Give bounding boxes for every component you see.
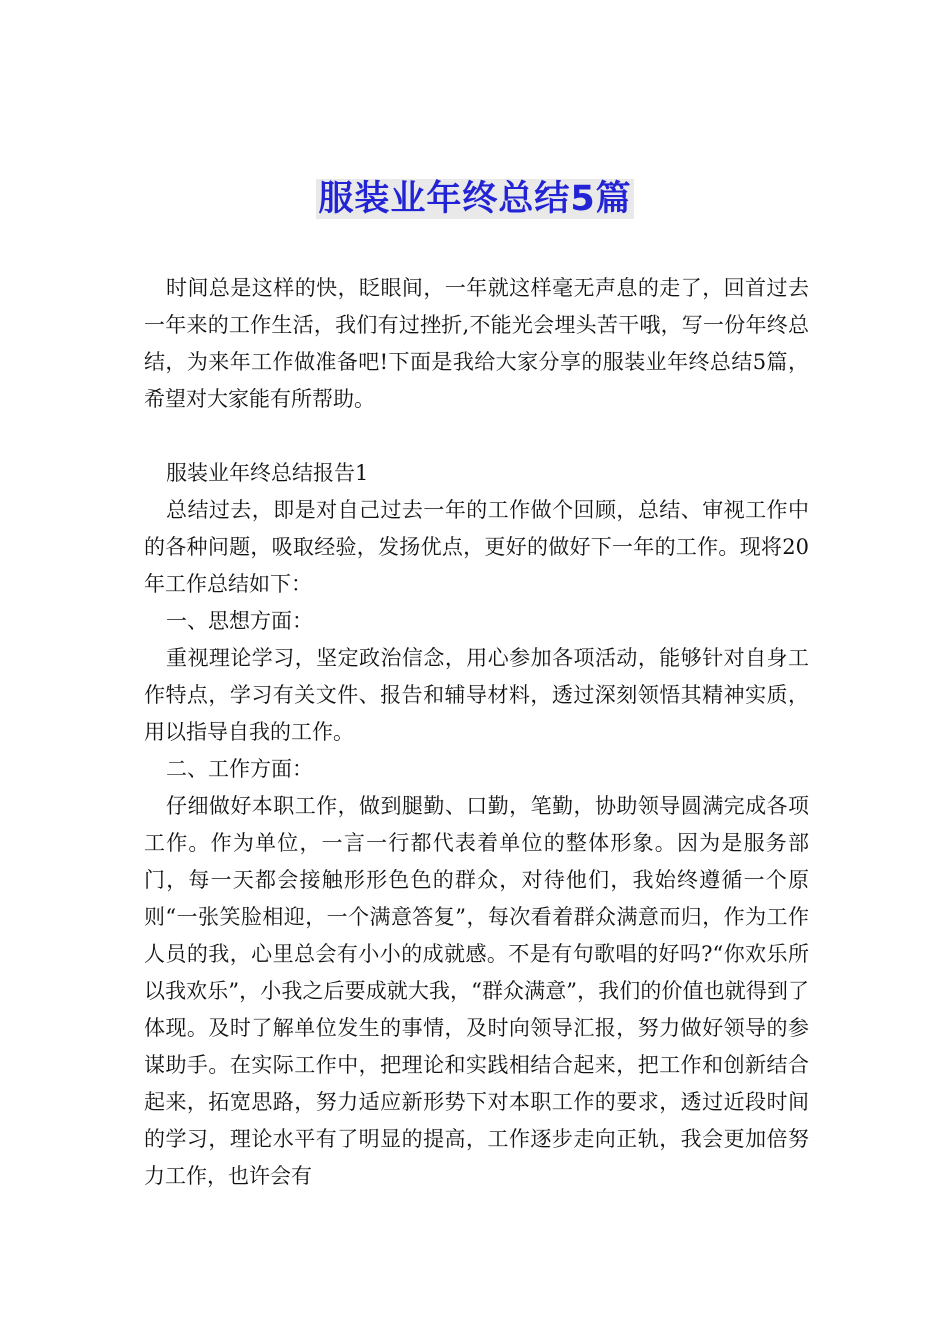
body-paragraph: 重视理论学习，坚定政治信念，用心参加各项活动，能够针对自身工作特点，学习有关文件、报告和辅导材料，透过深刻领悟其精神实质，用以指导自我的工作。 xyxy=(144,646,809,744)
document-title xyxy=(0,174,950,224)
document-title-text: 服装业年终总结5篇 xyxy=(318,179,632,219)
body-paragraph: 总结过去，即是对自己过去一年的工作做个回顾，总结、审视工作中的各种问题，吸取经验，发扬优点，更好的做好下一年的工作。现将20年工作总结如下： xyxy=(144,498,809,596)
section-heading-work: 二、工作方面： xyxy=(166,757,313,781)
body-paragraph: 仔细做好本职工作，做到腿勤、口勤，笔勤，协助领导圆满完成各项工作。作为单位，一言一行都代表着单位的整体形象。因为是服务部门，每一天都会接触形形色色的群众，对待他们，我始终遵循一个原则“一张笑脸相迎，一个满意答复”，每次看着群众满意而归，作为工作人员的我，心里总会有小小的成就感。不是有句歌唱的好吗?“你欢乐所以我欢乐”，小我之后要成就大我，“群众满意”，我们的价值也就得到了体现。及时了解单位发生的事情，及时向领导汇报，努力做好领导的参谋助手。在实际工作中，把理论和实践相结合起来，把工作和创新结合起来，拓宽思路，努力适应新形势下对本职工作的要求，透过近段时间的学习，理论水平有了明显的提高，工作逐步走向正轨，我会更加倍努力工作，也许会有 xyxy=(144,794,809,1188)
report-heading: 服装业年终总结报告1 xyxy=(166,461,369,485)
paragraph-gap xyxy=(144,418,809,455)
section-heading-ideology: 一、思想方面： xyxy=(166,609,313,633)
intro-paragraph: 时间总是这样的快，眨眼间，一年就这样毫无声息的走了，回首过去一年来的工作生活，我们有过挫折,不能光会埋头苦干哦，写一份年终总结，为来年工作做准备吧!下面是我给大家分享的服装业年终总结5篇，希望对大家能有所帮助。 xyxy=(144,276,809,411)
document-body xyxy=(144,270,809,1195)
